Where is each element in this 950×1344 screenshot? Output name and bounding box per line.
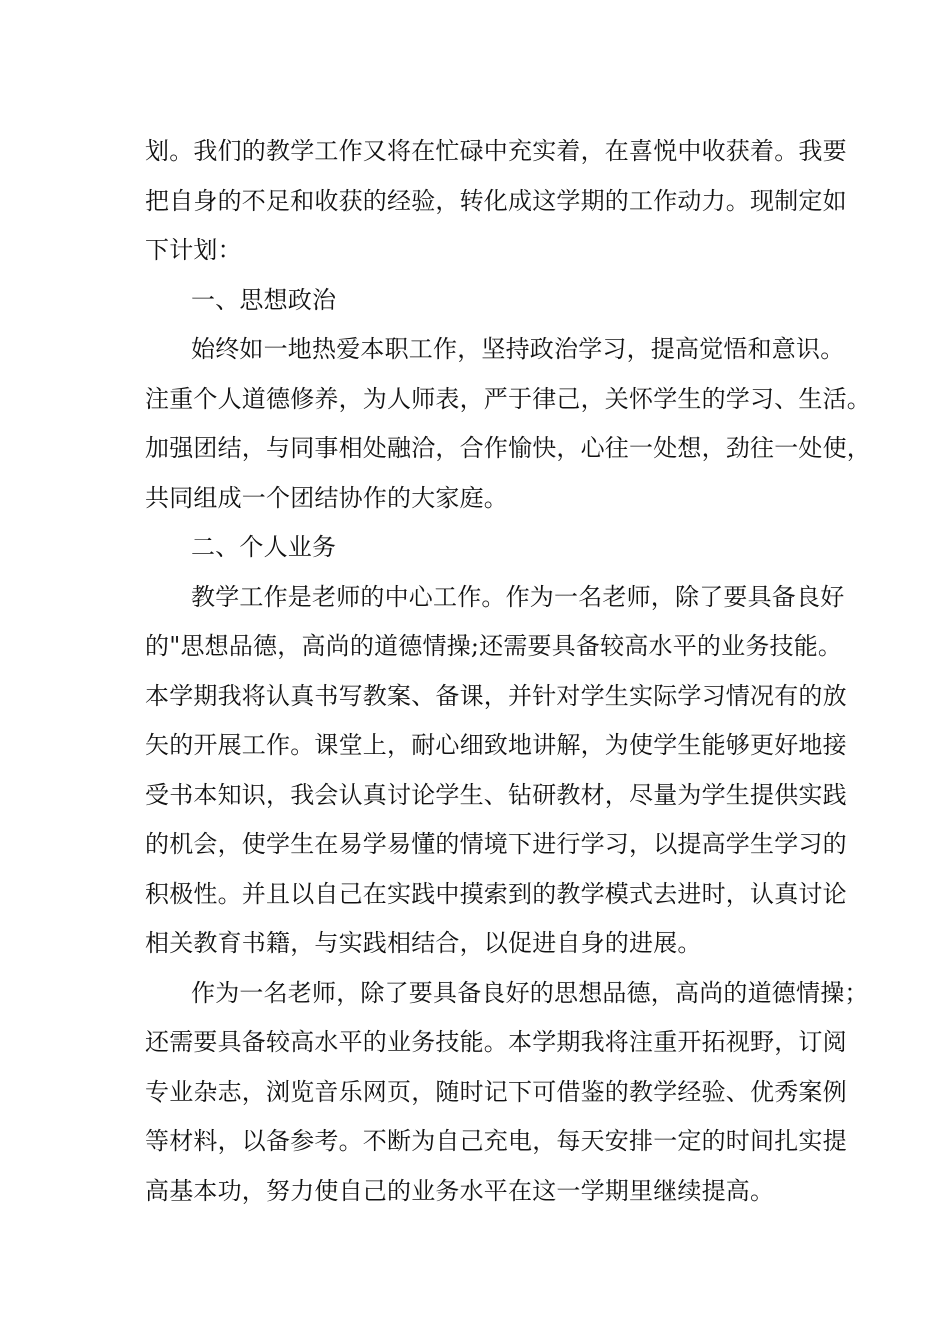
text-line: 相关教育书籍，与实践相结合，以促进自身的进展。 [145, 929, 702, 957]
text-line: 作为一名老师，除了要具备良好的思想品德，高尚的道德情操； [191, 978, 869, 1007]
text-line: 专业杂志，浏览音乐网页，随时记下可借鉴的教学经验、优秀案例 [145, 1077, 847, 1106]
text-line: 共同组成一个团结协作的大家庭。 [145, 483, 508, 512]
document-body [145, 127, 871, 1216]
text-line: 本学期我将认真书写教案、备课，并针对学生实际学习情况有的放 [145, 681, 847, 710]
text-line: 受书本知识，我会认真讨论学生、钻研教材，尽量为学生提供实践 [145, 780, 847, 809]
text-line: 注重个人道德修养，为人师表，严于律己，关怀学生的学习、生活。 [145, 384, 871, 413]
text-line: 把自身的不足和收获的经验，转化成这学期的工作动力。现制定如 [145, 186, 847, 215]
text-line: 加强团结，与同事相处融洽，合作愉快，心往一处想，劲往一处使， [145, 434, 871, 462]
text-line: 的"思想品德，高尚的道德情操;还需要具备较高水平的业务技能。 [145, 632, 843, 660]
text-line: 下计划： [145, 236, 242, 264]
text-line: 等材料，以备参考。不断为自己充电，每天安排一定的时间扎实提 [145, 1127, 847, 1155]
text-line: 的机会，使学生在易学易懂的情境下进行学习，以提高学生学习的 [145, 830, 847, 858]
text-line: 矢的开展工作。课堂上，耐心细致地讲解，为使学生能够更好地接 [145, 731, 847, 759]
text-line: 划。我们的教学工作又将在忙碌中充实着，在喜悦中收获着。我要 [145, 137, 847, 165]
text-line: 教学工作是老师的中心工作。作为一名老师，除了要具备良好 [191, 582, 845, 611]
text-line: 始终如一地热爱本职工作，坚持政治学习，提高觉悟和意识。 [191, 335, 845, 363]
section-heading: 一、思想政治 [191, 285, 337, 314]
section-heading: 二、个人业务 [191, 533, 337, 561]
text-line: 高基本功，努力使自己的业务水平在这一学期里继续提高。 [145, 1176, 775, 1205]
text-line: 积极性。并且以自己在实践中摸索到的教学模式去进时，认真讨论 [145, 879, 847, 908]
text-line: 还需要具备较高水平的业务技能。本学期我将注重开拓视野，订阅 [145, 1028, 847, 1056]
